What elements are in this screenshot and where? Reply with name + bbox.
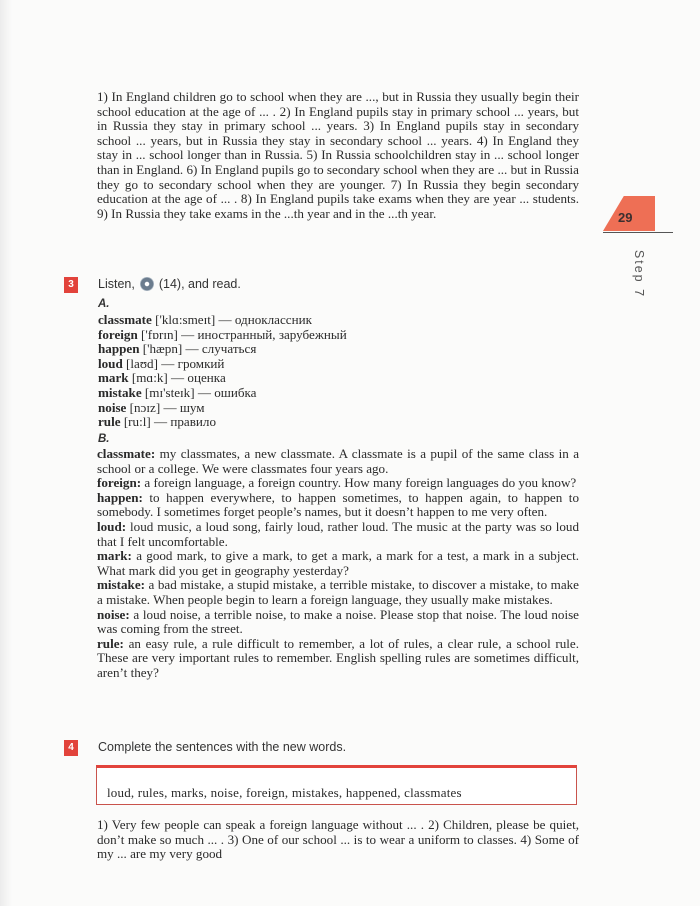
examples-block <box>97 447 579 681</box>
example-entry: mistake: a bad mistake, a stupid mistake, a terrible mistake, to discover a mistake, to make a mistake. When people begin to learn a foreign language, they usually make mistakes. <box>97 577 579 607</box>
vocab-item: noise [nɔɪz] — шум <box>98 399 205 415</box>
exercise-4-text: 1) Very few people can speak a foreign language without ... . 2) Children, please be quiet, don’t make so much ... . 3) One of our school ... is to wear a uniform to classes. 4) Some of my ... are my very good <box>97 817 579 862</box>
vocab-item: foreign ['fɒrɪn] — иностранный, зарубежный <box>98 326 347 342</box>
section-b-label: B. <box>98 433 110 445</box>
step-label: Step 7 <box>632 249 646 299</box>
exercise-3-number: 3 <box>64 277 78 293</box>
example-entry: noise: a loud noise, a terrible noise, to make a noise. Please stop that noise. The loud noise was coming from the street. <box>97 606 579 637</box>
section-a-label: A. <box>98 298 110 310</box>
vocab-item: classmate ['klɑ:smeɪt] — одноклассник <box>98 312 312 327</box>
word-bank-box <box>96 765 577 805</box>
example-entry: mark: a good mark, to give a mark, to get a mark, a mark for a test, a mark in a subject. What mark did you get in geography yesterday? <box>97 548 579 578</box>
instruction-listen: Listen, <box>98 277 135 291</box>
vocab-item: happen ['hæpn] — случаться <box>98 341 257 357</box>
vocab-item: mark [mɑ:k] — оценка <box>98 370 226 386</box>
example-entry: happen: to happen everywhere, to happen sometimes, to happen again, to happen to somebody. I sometimes forget people’s names, but it doesn’t happen to me very often. <box>97 489 579 520</box>
exercise-4-number: 4 <box>64 740 78 756</box>
vocab-item: mistake [mɪ'steɪk] — ошибка <box>98 384 257 400</box>
vocab-item: loud [laʊd] — громкий <box>98 355 225 371</box>
word-bank-text: loud, rules, marks, noise, foreign, mistakes, happened, classmates <box>107 785 462 800</box>
example-entry: foreign: a foreign language, a foreign country. How many foreign languages do you know? <box>97 475 577 491</box>
intro-paragraph: 1) In England children go to school when they are ..., but in Russia they usually begin their school education at the age of ... . 2) In England pupils stay in primary school ... years, but in Russia they stay in primary school ... years. 3) In England pupils stay in secondary school ... years, but in Russia they stay in secondary school ... years. 4) In England they stay in ... school longer than in Russia. 5) In Russia schoolchildren stay in ... school longer than in England. 6) In England pupils go to secondary school when they are ... but in Russia they go to secondary school when they are younger. 7) In Russia they begin secondary education at the age of ... . 8) In England pupils take exams when they are year ... students. 9) In Russia they take exams in the ...th year and in the ...th year. <box>97 89 579 221</box>
vocab-item: rule [ru:l] — правило <box>98 414 217 430</box>
exercise-4-instruction: Complete the sentences with the new words. <box>98 740 347 754</box>
example-entry: rule: an easy rule, a rule difficult to remember, a lot of rules, a clear rule, a school rule. These are very important rules to remember. English spelling rules are sometimes difficult, aren’t they? <box>97 635 579 680</box>
page-number: 29 <box>618 210 633 225</box>
example-entry: loud: loud music, a loud song, fairly loud, rather loud. The music at the party was so loud that I felt uncomfortable. <box>97 518 579 549</box>
vocabulary-list <box>98 313 347 430</box>
exercise-3-instruction <box>98 277 241 291</box>
example-entry: classmate: my classmates, a new classmate. A classmate is a pupil of the same class in a school or a college. We were classmates four years ago. <box>97 446 579 476</box>
instruction-track: (14), and read. <box>158 277 241 291</box>
binding-shadow <box>0 0 12 906</box>
cd-disc-icon <box>140 277 154 291</box>
